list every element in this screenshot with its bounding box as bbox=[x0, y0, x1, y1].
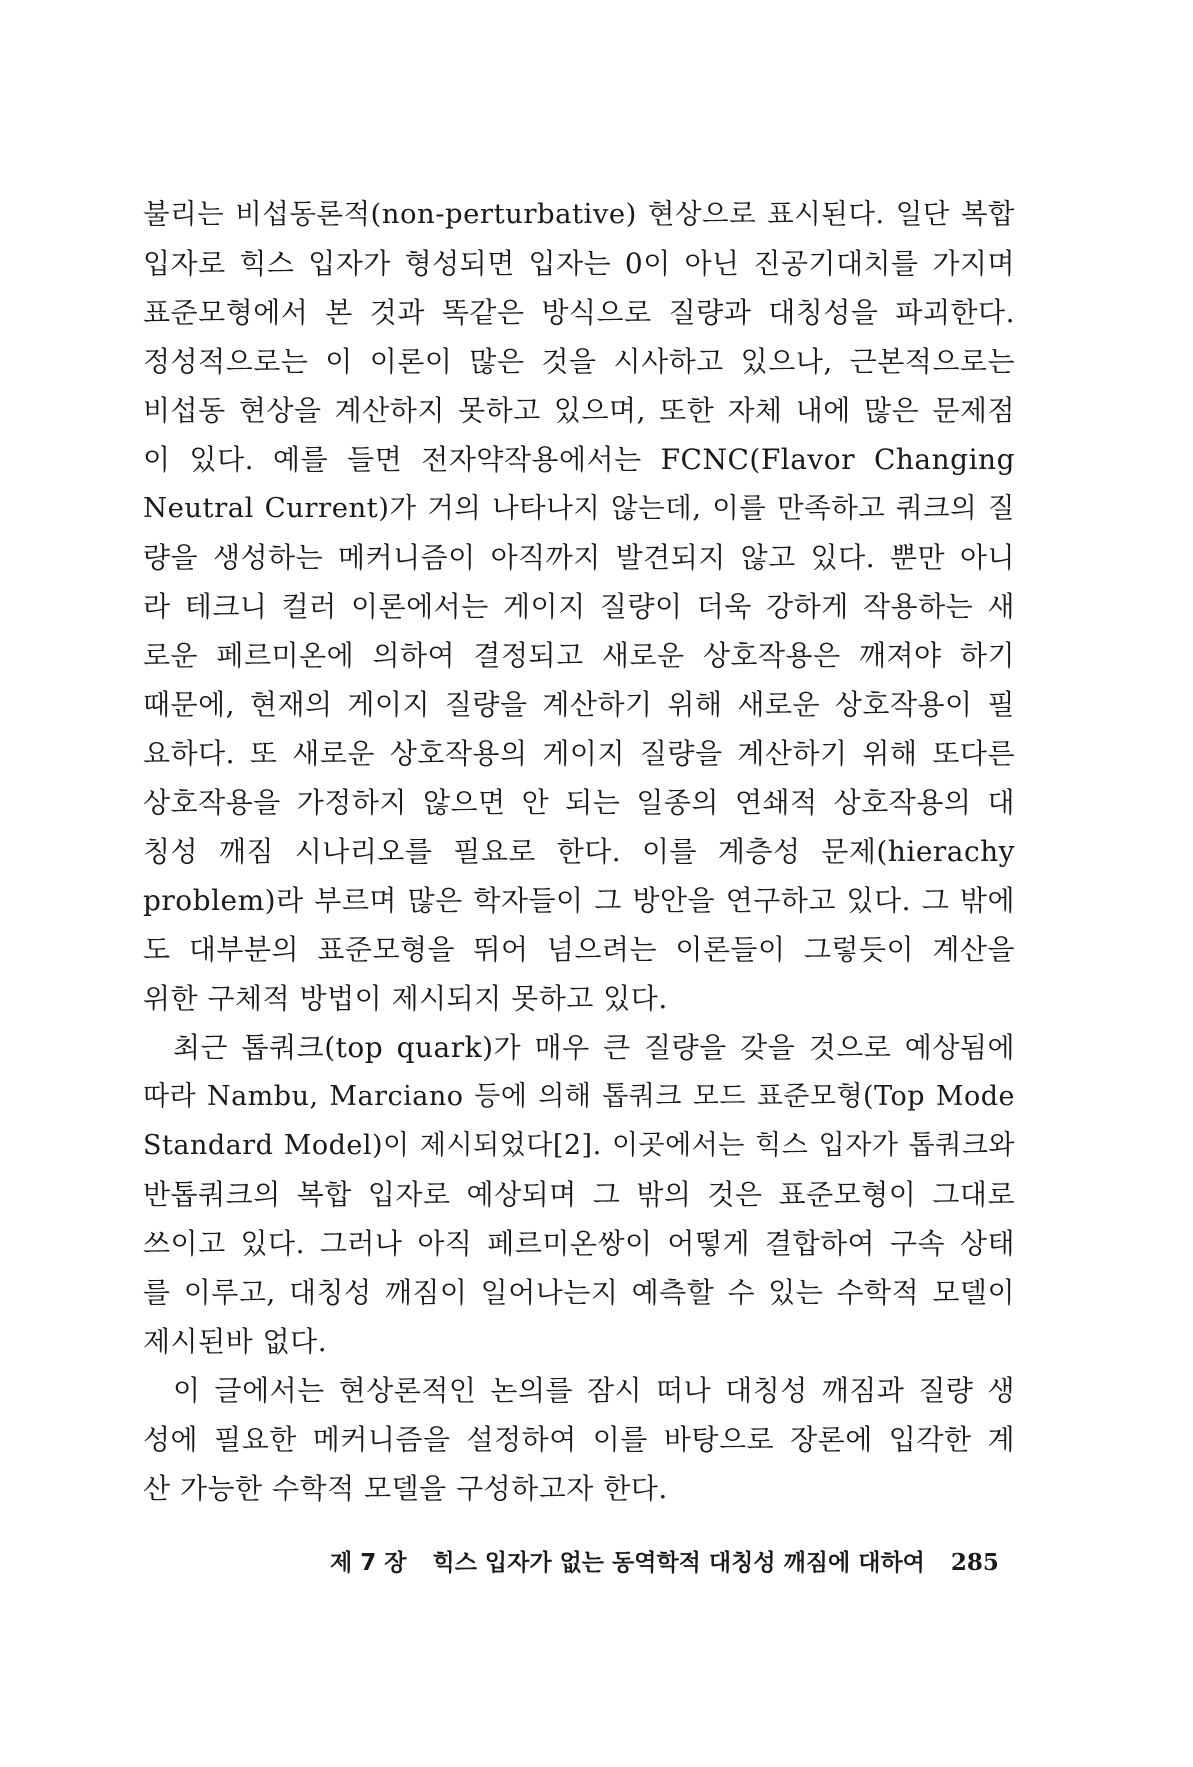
text-line: 라 테크니 컬러 이론에서는 게이지 질량이 더욱 강하게 작용하는 새 bbox=[143, 590, 1015, 623]
text-line: 상호작용을 가정하지 않으면 안 되는 일종의 연쇄적 상호작용의 대 bbox=[143, 786, 1015, 819]
text-line: 따라 Nambu, Marciano 등에 의해 톱쿼크 모드 표준모형(Top Mode bbox=[143, 1081, 1015, 1112]
text-line: 쓰이고 있다. 그러나 아직 페르미온쌍이 어떻게 결합하여 구속 상태 bbox=[143, 1227, 1015, 1260]
text-line: 도 대부분의 표준모형을 뛰어 넘으려는 이론들이 그렇듯이 계산을 bbox=[143, 933, 1015, 966]
text-line: 성에 필요한 메커니즘을 설정하여 이를 바탕으로 장론에 입각한 계 bbox=[143, 1423, 1015, 1456]
text-line: 표준모형에서 본 것과 똑같은 방식으로 질량과 대칭성을 파괴한다. bbox=[143, 296, 1015, 329]
text-line: 비섭동 현상을 계산하지 못하고 있으며, 또한 자체 내에 많은 문제점 bbox=[143, 394, 1015, 427]
text-line: 요하다. 또 새로운 상호작용의 게이지 질량을 계산하기 위해 또다른 bbox=[143, 737, 1015, 770]
text-line: 위한 구체적 방법이 제시되지 못하고 있다. bbox=[143, 982, 668, 1015]
text-line: problem)라 부르며 많은 학자들이 그 방안을 연구하고 있다. 그 밖에 bbox=[143, 884, 1015, 917]
text-line: 불리는 비섭동론적(non-perturbative) 현상으로 표시된다. 일단 복합 bbox=[143, 198, 1015, 230]
text-line: 이 글에서는 현상론적인 논의를 잠시 떠나 대칭성 깨짐과 질량 생 bbox=[173, 1374, 1015, 1407]
body-text bbox=[143, 190, 1015, 1513]
paragraph-3 bbox=[143, 1366, 1015, 1513]
text-line: 를 이루고, 대칭성 깨짐이 일어나는지 예측할 수 있는 수학적 모델이 bbox=[143, 1276, 1015, 1309]
text-line: 때문에, 현재의 게이지 질량을 계산하기 위해 새로운 상호작용이 필 bbox=[143, 688, 1015, 721]
chapter-title: 힉스 입자가 없는 동역학적 대칭성 깨짐에 대하여 bbox=[432, 1550, 925, 1576]
text-line: 정성적으로는 이 이론이 많은 것을 시사하고 있으나, 근본적으로는 bbox=[143, 345, 1015, 378]
text-line: 칭성 깨짐 시나리오를 필요로 한다. 이를 계층성 문제(hierachy bbox=[143, 835, 1015, 868]
paragraph-2 bbox=[143, 1023, 1015, 1366]
chapter-label: 제 7 장 bbox=[330, 1550, 407, 1576]
text-line: 량을 생성하는 메커니즘이 아직까지 발견되지 않고 있다. 뿐만 아니 bbox=[143, 541, 1015, 574]
text-line: 최근 톱쿼크(top quark)가 매우 큰 질량을 갖을 것으로 예상됨에 bbox=[173, 1031, 1015, 1064]
text-line: 로운 페르미온에 의하여 결정되고 새로운 상호작용은 깨져야 하기 bbox=[143, 639, 1015, 672]
page-number: 285 bbox=[950, 1549, 999, 1576]
text-line: 반톱쿼크의 복합 입자로 예상되며 그 밖의 것은 표준모형이 그대로 bbox=[143, 1178, 1015, 1211]
text-line: 산 가능한 수학적 모델을 구성하고자 한다. bbox=[143, 1472, 668, 1505]
paragraph-1 bbox=[143, 190, 1015, 1023]
text-line: Standard Model)이 제시되었다[2]. 이곳에서는 힉스 입자가 톱쿼크와 bbox=[143, 1130, 1015, 1161]
text-line: 이 있다. 예를 들면 전자약작용에서는 FCNC(Flavor Changing bbox=[143, 443, 1015, 476]
text-line: 입자로 힉스 입자가 형성되면 입자는 0이 아닌 진공기대치를 가지며 bbox=[143, 247, 1015, 280]
text-line: Neutral Current)가 거의 나타나지 않는데, 이를 만족하고 쿼크의 질 bbox=[143, 492, 1015, 524]
text-line: 제시된바 없다. bbox=[143, 1325, 328, 1358]
running-footer bbox=[330, 1544, 1016, 1577]
